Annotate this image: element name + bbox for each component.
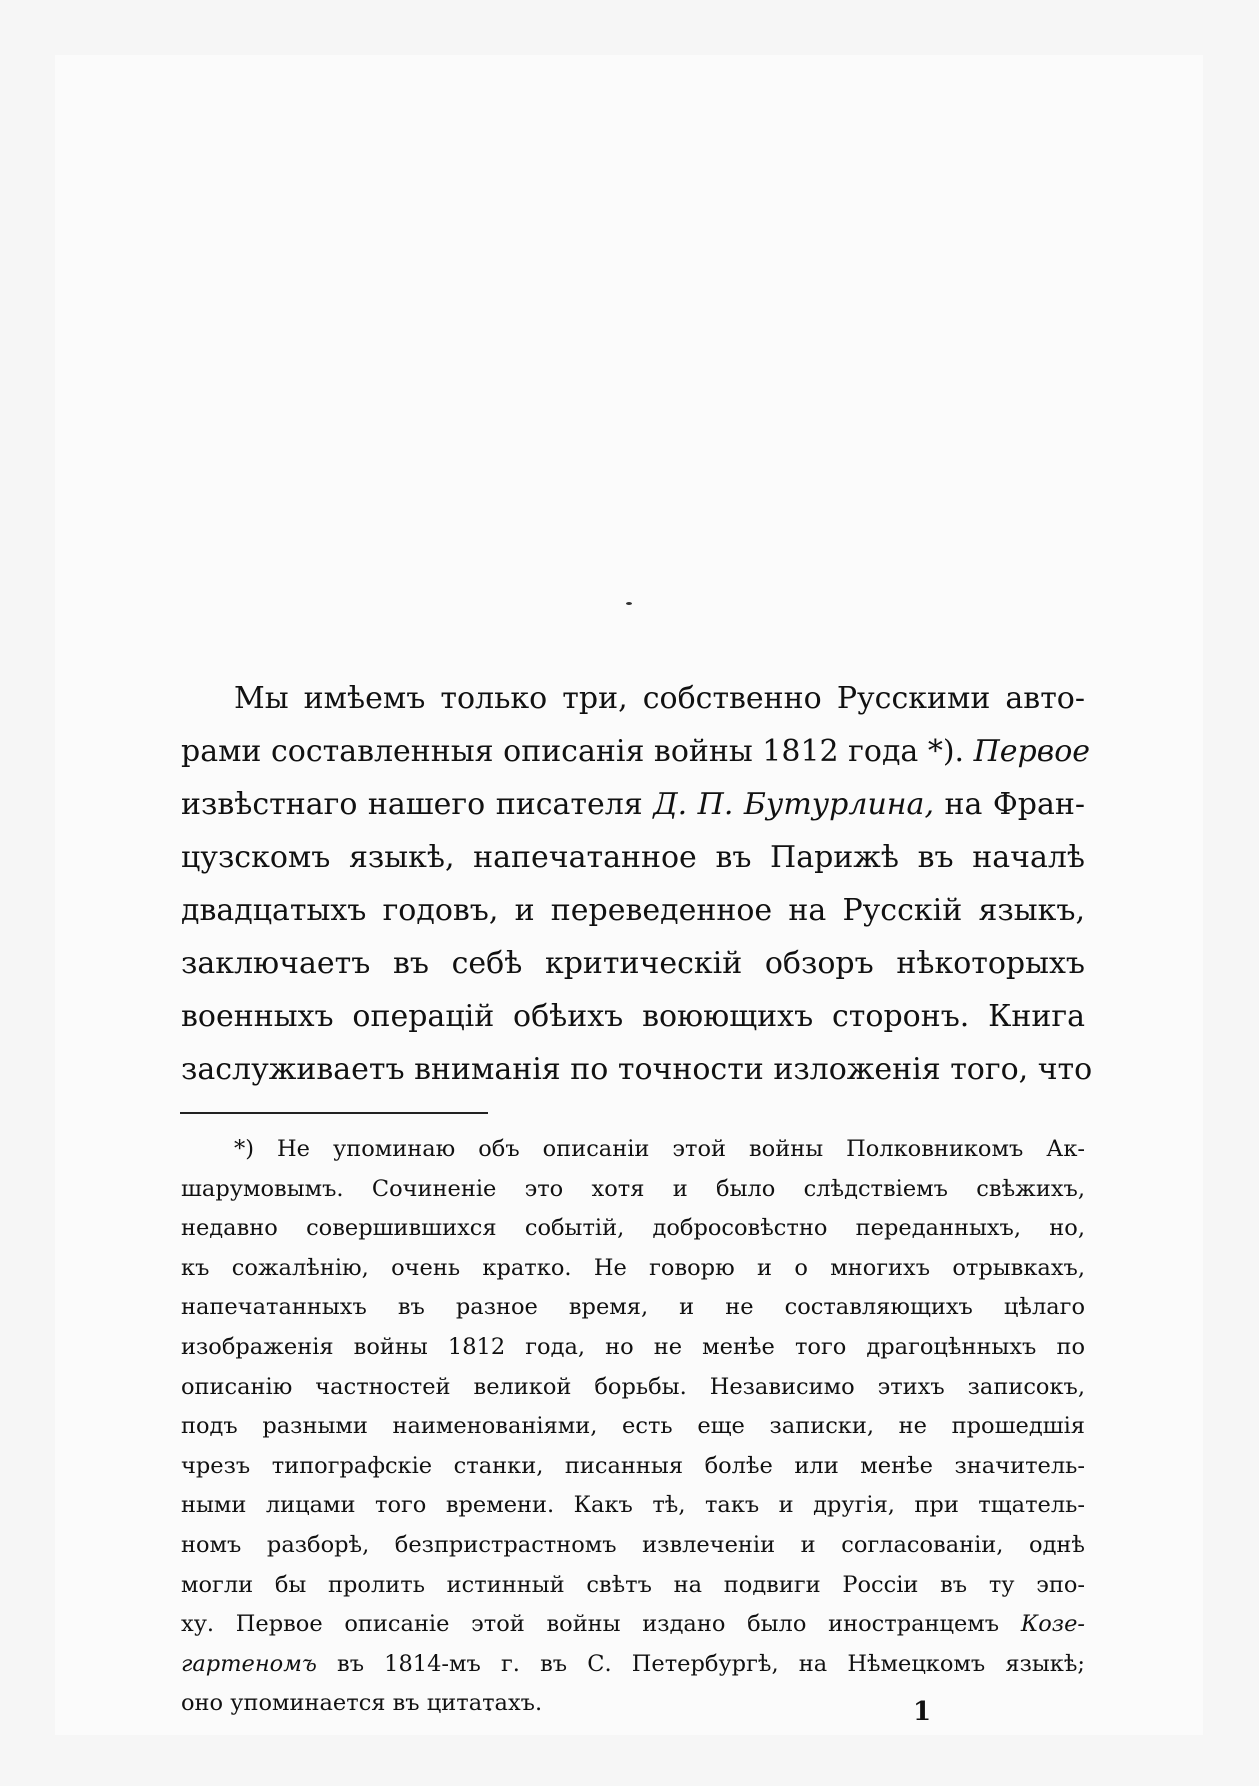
text-run: шарумовымъ. Сочиненіе это хотя и было слѣдствіемъ свѣжихъ, [181,1175,1085,1202]
text-run: подъ разными наименованіями, есть еще записки, не прошедшія [181,1413,1085,1440]
text-run: къ сожалѣнію, очень кратко. Не говорю и о многихъ отрывкахъ, [181,1254,1085,1281]
ink-speck [626,602,632,605]
text-run: въ 1814-мъ г. въ С. Петербургѣ, на Нѣмецкомъ языкѣ; [316,1650,1085,1677]
footnote-line [181,1288,1085,1328]
text-run: извѣстнаго нашего писателя [181,787,654,822]
footnote-line [181,1486,1085,1526]
text-run: заслуживаетъ вниманія по точности изложенія того, что [181,1052,1093,1087]
text-line [181,725,1091,778]
footnote [181,1130,1085,1724]
text-line [181,831,1085,884]
page-number: 1 [913,1697,932,1727]
text-run: рами составленныя описанія войны 1812 года *). [181,734,974,769]
text-run: изображенія войны 1812 года, но не менѣе того драгоцѣнныхъ по [181,1333,1085,1360]
footnote-line [181,1130,1085,1170]
italic-text: Д. П. Бутурлина, [653,787,934,822]
footnote-line [181,1566,1085,1606]
text-run: *) Не упоминаю объ описаніи этой войны Полковникомъ Ак- [234,1136,1085,1162]
text-run: могли бы пролить истинный свѣтъ на подвиги Россіи въ ту эпо- [181,1571,1085,1598]
text-run: цузскомъ языкѣ, напечатанное въ Парижѣ въ началѣ [181,840,1085,875]
text-line [181,937,1085,990]
italic-text: Первое [973,734,1091,769]
text-line [181,884,1085,937]
footnote-line [181,1328,1085,1368]
text-run: военныхъ операцій обѣихъ воюющихъ сторонъ. Книга [181,999,1085,1034]
footnote-line [181,1209,1085,1249]
footnote-separator-rule [180,1112,488,1114]
text-run: Мы имѣемъ только три, собственно Русскими авто- [234,681,1085,716]
text-run: описанію частностей великой борьбы. Независимо этихъ записокъ, [181,1373,1085,1400]
footnote-line [181,1684,1085,1724]
text-run: ными лицами того времени. Какъ тѣ, такъ и другія, при тщатель- [181,1492,1085,1519]
text-line [181,778,1085,831]
footnote-line [181,1645,1085,1685]
italic-text: гартеномъ [181,1650,317,1677]
footnote-line [181,1407,1085,1447]
text-run: заключаетъ въ себѣ критическій обзоръ нѣкоторыхъ [181,946,1085,981]
text-run: оно упоминается въ цитатахъ. [181,1690,543,1717]
text-run: двадцатыхъ годовъ, и переведенное на Русскій языкъ, [181,893,1085,928]
text-run: ху. Первое описаніе этой войны издано было иностранцемъ [181,1611,1021,1638]
text-line [181,672,1085,725]
text-line [181,1043,1093,1096]
text-run: на Фран- [933,787,1085,822]
footnote-line [181,1368,1085,1408]
text-run: недавно совершившихся событій, добросовѣстно переданныхъ, но, [181,1215,1085,1242]
text-line [181,990,1085,1043]
footnote-line [181,1447,1085,1487]
body-paragraph [181,672,1093,1096]
footnote-line [181,1526,1085,1566]
footnote-line [181,1605,1085,1645]
text-run: номъ разборѣ, безпристрастномъ извлеченіи и согласованіи, однѣ [181,1531,1085,1558]
footnote-line [181,1249,1085,1289]
text-run: чрезъ типографскіе станки, писанныя болѣе или менѣе значитель- [181,1452,1085,1479]
text-run: напечатанныхъ въ разное время, и не составляющихъ цѣлаго [181,1294,1085,1321]
footnote-line [181,1170,1085,1210]
italic-text: Козе- [1020,1611,1085,1638]
